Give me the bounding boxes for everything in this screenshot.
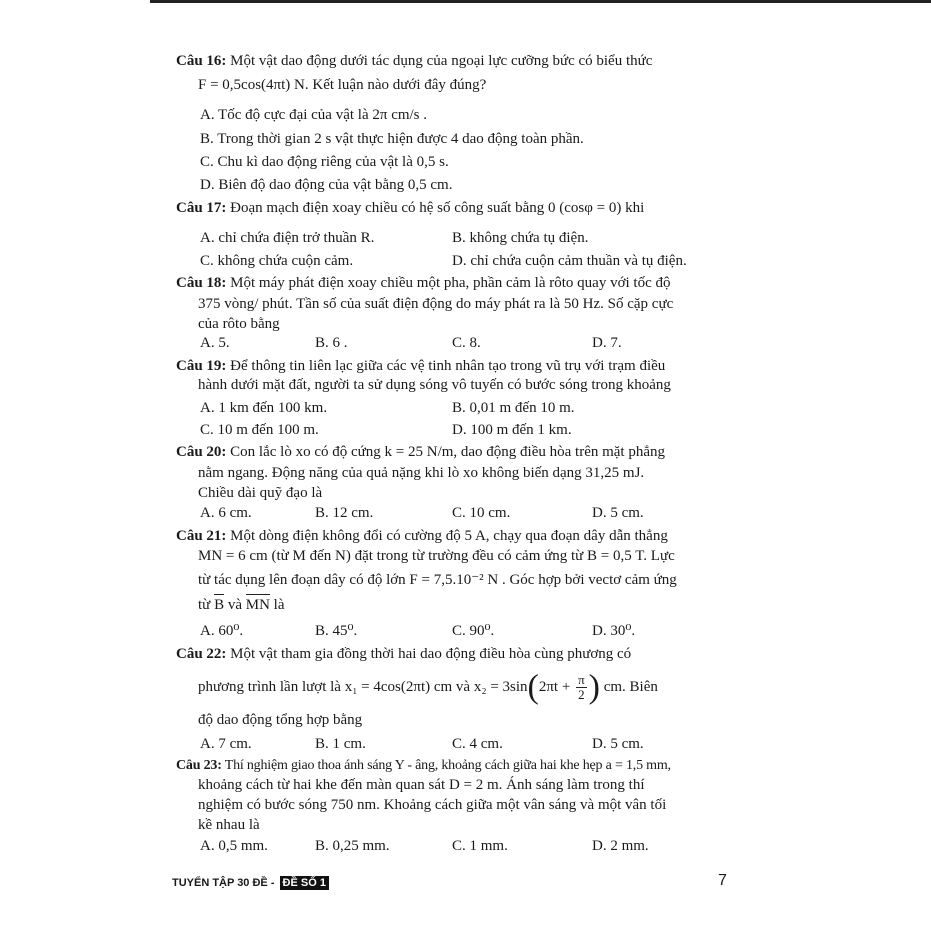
question-23-line-3: nghiệm có bước sóng 750 nm. Khoảng cách giữa một vân sáng và một vân tối: [198, 797, 667, 813]
question-text: Một vật dao động dưới tác dụng của ngoại lực cưỡng bức có biểu thức: [226, 53, 653, 69]
question-22-line-2: [198, 668, 658, 706]
question-text: Một dòng điện không đổi có cường độ 5 A, chạy qua đoạn dây dẫn thẳng: [226, 528, 668, 544]
q18-option-a: A. 5.: [200, 335, 230, 351]
fraction-denominator: 2: [578, 687, 585, 703]
question-16-line-1: [176, 52, 652, 70]
question-18-line-1: [176, 274, 671, 292]
q23-option-a: A. 0,5 mm.: [200, 838, 268, 854]
question-23-line-4: kề nhau là: [198, 817, 260, 833]
question-label: Câu 20:: [176, 444, 227, 460]
question-text: Để thông tin liên lạc giữa các vệ tinh nhân tạo trong vũ trụ với trạm điều: [226, 358, 666, 374]
question-21-line-1: [176, 527, 668, 545]
q23-option-c: C. 1 mm.: [452, 838, 508, 854]
q16-option-b: B. Trong thời gian 2 s vật thực hiện được 4 dao động toàn phần.: [200, 131, 584, 147]
question-20-line-2: nằm ngang. Động năng của quả nặng khi lò xo không biến dạng 31,25 mJ.: [198, 465, 645, 481]
question-text: Một máy phát điện xoay chiều một pha, phần cảm là rôto quay với tốc độ: [226, 275, 671, 291]
question-21-line-3: từ tác dụng lên đoạn dây có độ lớn F = 7,5.10⁻² N . Góc hợp bởi vectơ cảm ứng: [198, 572, 677, 588]
q21-option-d: D. 30⁰.: [592, 623, 636, 639]
exam-page: [170, 0, 750, 931]
q16-option-c: C. Chu kì dao động riêng của vật là 0,5 s.: [200, 154, 449, 170]
question-label: Câu 19:: [176, 358, 227, 374]
footer-series-title: [172, 877, 329, 889]
question-23-line-2: khoảng cách từ hai khe đến màn quan sát D = 2 m. Ánh sáng làm trong thí: [198, 777, 645, 793]
question-19-line-1: [176, 357, 665, 375]
fraction-numerator: π: [578, 672, 585, 688]
question-18-line-2: 375 vòng/ phút. Tần số của suất điện động do máy phát ra là 50 Hz. Số cặp cực: [198, 296, 674, 312]
question-text: Thí nghiệm giao thoa ánh sáng Y - âng, khoảng cách giữa hai khe hẹp a = 1,5 mm,: [221, 758, 671, 773]
q20-option-d: D. 5 cm.: [592, 505, 644, 521]
q23-option-d: D. 2 mm.: [592, 838, 649, 854]
text-fragment: phương trình lần lượt là x₁ = 4cos(2πt) cm và x₂ = 3sin: [198, 679, 528, 695]
q20-option-c: C. 10 cm.: [452, 505, 511, 521]
q20-option-a: A. 6 cm.: [200, 505, 252, 521]
question-label: Câu 21:: [176, 528, 227, 544]
vector-b: B: [214, 597, 225, 613]
q17-option-d: D. chỉ chứa cuộn cảm thuần và tụ điện.: [452, 253, 687, 269]
q22-option-a: A. 7 cm.: [200, 736, 252, 752]
q18-option-b: B. 6 .: [315, 335, 348, 351]
q18-option-c: C. 8.: [452, 335, 481, 351]
question-21-line-2: MN = 6 cm (từ M đến N) đặt trong từ trường đều có cảm ứng từ B = 0,5 T. Lực: [198, 548, 675, 564]
open-paren: (: [527, 668, 539, 706]
q22-option-b: B. 1 cm.: [315, 736, 366, 752]
q16-option-d: D. Biên độ dao động của vật bằng 0,5 cm.: [200, 177, 453, 193]
question-label: Câu 18:: [176, 275, 227, 291]
question-label: Câu 17:: [176, 200, 227, 216]
question-16-line-2: F = 0,5cos(4πt) N. Kết luận nào dưới đây đúng?: [198, 77, 487, 93]
q22-option-c: C. 4 cm.: [452, 736, 503, 752]
question-22-line-3: độ dao động tổng hợp bằng: [198, 712, 363, 728]
q19-option-a: A. 1 km đến 100 km.: [200, 400, 328, 416]
question-text: Đoạn mạch điện xoay chiều có hệ số công suất bằng 0 (cosφ = 0) khi: [226, 200, 645, 216]
page-number: 7: [718, 872, 727, 889]
q22-option-d: D. 5 cm.: [592, 736, 644, 752]
footer-series: TUYỂN TẬP 30 ĐỀ -: [172, 877, 278, 889]
text-fragment: và: [224, 597, 246, 613]
question-23-line-1: [176, 757, 671, 775]
question-text: Con lắc lò xo có độ cứng k = 25 N/m, dao động điều hòa trên mặt phẳng: [226, 444, 666, 460]
question-20-line-1: [176, 443, 665, 461]
q19-option-c: C. 10 m đến 100 m.: [200, 422, 319, 438]
question-17-line-1: [176, 199, 644, 217]
q21-option-b: B. 45⁰.: [315, 623, 358, 639]
footer-badge: ĐỀ SỐ 1: [280, 876, 329, 890]
q19-option-b: B. 0,01 m đến 10 m.: [452, 400, 575, 416]
q17-option-b: B. không chứa tụ điện.: [452, 230, 589, 246]
question-text: Một vật tham gia đồng thời hai dao động điều hòa cùng phương có: [226, 646, 632, 662]
q17-option-a: A. chỉ chứa điện trở thuần R.: [200, 230, 375, 246]
fraction-pi-over-2: [576, 673, 587, 702]
q20-option-b: B. 12 cm.: [315, 505, 374, 521]
q16-option-a: A. Tốc độ cực đại của vật là 2π cm/s .: [200, 107, 428, 123]
vector-mn: MN: [245, 597, 270, 613]
question-label: Câu 22:: [176, 646, 227, 662]
question-18-line-3: của rôto bằng: [198, 316, 280, 332]
q17-option-c: C. không chứa cuộn cảm.: [200, 253, 354, 269]
question-label: Câu 23:: [176, 758, 222, 773]
q23-option-b: B. 0,25 mm.: [315, 838, 390, 854]
question-20-line-3: Chiều dài quỹ đạo là: [198, 485, 323, 501]
q18-option-d: D. 7.: [592, 335, 622, 351]
question-21-line-4: [198, 596, 285, 614]
text-fragment: cm. Biên: [599, 679, 658, 695]
question-19-line-2: hành dưới mặt đất, người ta sử dụng sóng vô tuyến có bước sóng trong khoảng: [198, 377, 671, 393]
text-fragment: là: [269, 597, 285, 613]
q21-option-a: A. 60⁰.: [200, 623, 244, 639]
q21-option-c: C. 90⁰.: [452, 623, 495, 639]
question-22-line-1: [176, 645, 631, 663]
q19-option-d: D. 100 m đến 1 km.: [452, 422, 572, 438]
close-paren: ): [588, 668, 600, 706]
question-label: Câu 16:: [176, 53, 227, 69]
text-fragment: 2πt +: [538, 679, 575, 695]
text-fragment: từ: [198, 597, 215, 613]
